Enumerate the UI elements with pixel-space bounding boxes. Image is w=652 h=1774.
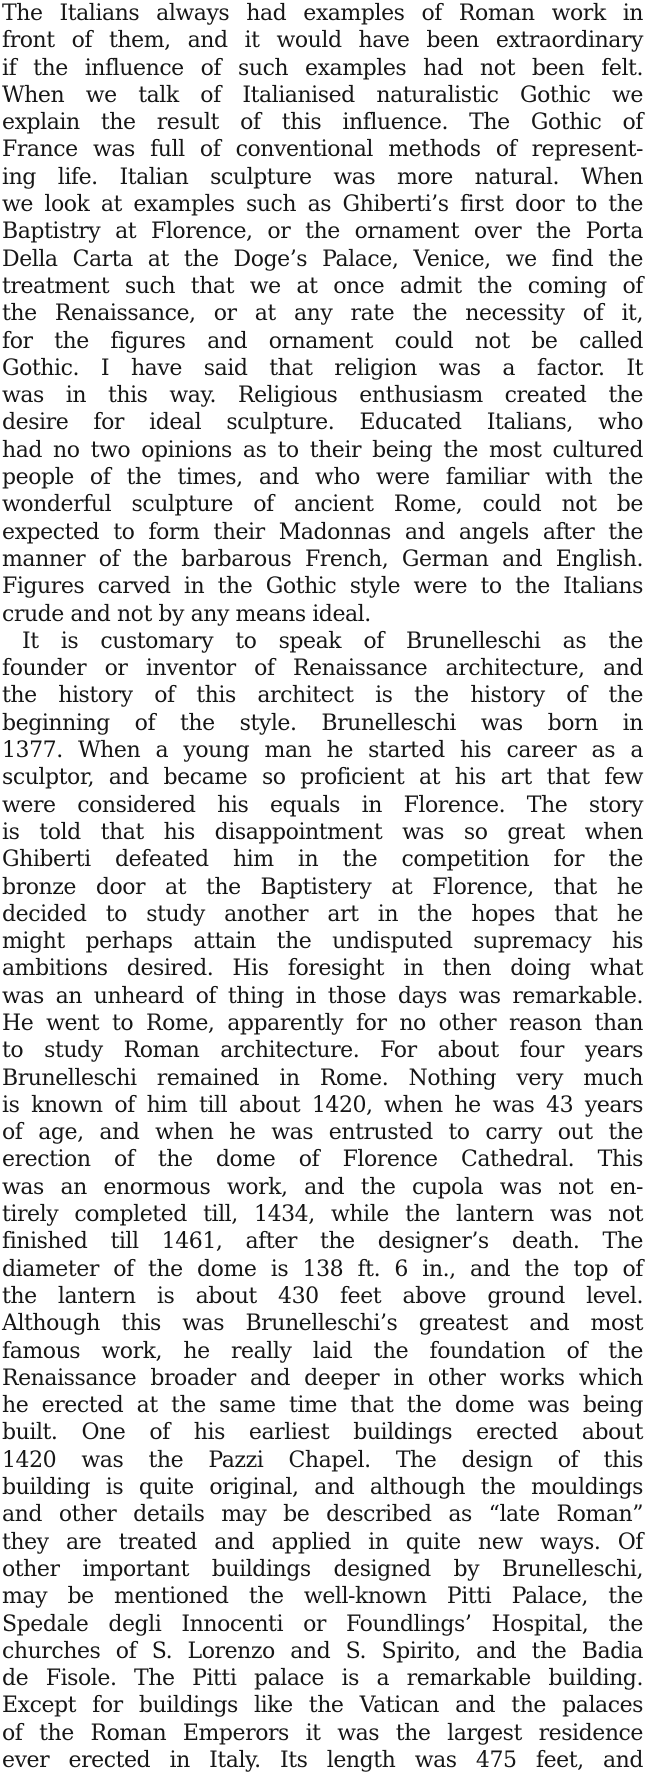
text-line: for the figures and ornament could not be called xyxy=(2,328,643,354)
text-line: Although this was Brunelleschi’s greatest and most xyxy=(2,1311,643,1337)
text-line: was an enormous work, and the cupola was not en- xyxy=(2,1174,643,1200)
text-line: the Renaissance, or at any rate the necessity of it, xyxy=(2,301,643,327)
text-line: desire for ideal sculpture. Educated Italians, who xyxy=(2,410,643,436)
text-line: wonderful sculpture of ancient Rome, could not be xyxy=(2,492,643,518)
text-line: treatment such that we at once admit the coming of xyxy=(2,273,643,299)
text-line: we look at examples such as Ghiberti’s first door to the xyxy=(2,192,643,218)
text-line: people of the times, and who were familiar with the xyxy=(2,465,643,491)
text-line: Renaissance broader and deeper in other works which xyxy=(2,1365,643,1391)
text-line: 1377. When a young man he started his career as a xyxy=(2,738,643,764)
text-line: crude and not by any means ideal. xyxy=(2,601,371,627)
text-line: diameter of the dome is 138 ft. 6 in., and the top of xyxy=(2,1256,643,1282)
text-line: the history of this architect is the history of the xyxy=(2,683,643,709)
text-line: The Italians always had examples of Roman work in xyxy=(2,1,643,26)
text-line: de Fisole. The Pitti palace is a remarkable building. xyxy=(2,1666,643,1692)
text-line: decided to study another art in the hopes that he xyxy=(2,901,643,927)
text-line: France was full of conventional methods of represent- xyxy=(2,137,643,163)
text-line: Figures carved in the Gothic style were to the Italians xyxy=(2,574,643,600)
text-line: sculptor, and became so proficient at his art that few xyxy=(2,765,643,791)
text-line: other important buildings designed by Brunelleschi, xyxy=(2,1556,643,1582)
text-line: When we talk of Italianised naturalistic Gothic we xyxy=(2,82,643,108)
text-line: they are treated and applied in quite new ways. Of xyxy=(2,1529,643,1555)
paragraph-1 xyxy=(2,0,643,628)
text-line: building is quite original, and although the mouldings xyxy=(2,1475,643,1501)
text-line: Except for buildings like the Vatican and the palaces xyxy=(2,1693,643,1719)
text-line: built. One of his earliest buildings erected about xyxy=(2,1420,643,1446)
text-line: famous work, he really laid the foundation of the xyxy=(2,1338,643,1364)
text-line: might perhaps attain the undisputed supremacy his xyxy=(2,929,643,955)
text-line: ever erected in Italy. Its length was 475 feet, and xyxy=(2,1748,643,1773)
text-line: if the influence of such examples had not been felt. xyxy=(2,55,643,81)
text-line: of age, and when he was entrusted to carry out the xyxy=(2,1120,643,1146)
text-line: tirely completed till, 1434, while the lantern was not xyxy=(2,1202,643,1228)
text-line: Baptistry at Florence, or the ornament over the Porta xyxy=(2,219,643,245)
text-line: Ghiberti defeated him in the competition for the xyxy=(2,847,643,873)
text-line: is told that his disappointment was so great when xyxy=(2,819,643,845)
paragraph-2 xyxy=(2,628,643,1774)
text-line: bronze door at the Baptistery at Florence, that he xyxy=(2,874,643,900)
text-line: was in this way. Religious enthusiasm created the xyxy=(2,383,643,409)
text-line: the lantern is about 430 feet above ground level. xyxy=(2,1283,643,1309)
text-line: manner of the barbarous French, German and English. xyxy=(2,546,643,572)
text-line: and other details may be described as “late Roman” xyxy=(2,1502,643,1528)
text-line: front of them, and it would have been extraordinary xyxy=(2,28,643,54)
text-line: had no two opinions as to their being the most cultured xyxy=(2,437,643,463)
text-line: churches of S. Lorenzo and S. Spirito, and the Badia xyxy=(2,1638,643,1664)
text-line: Brunelleschi remained in Rome. Nothing very much xyxy=(2,1065,643,1091)
text-line: of the Roman Emperors it was the largest residence xyxy=(2,1720,643,1746)
text-line: to study Roman architecture. For about four years xyxy=(2,1038,643,1064)
text-line: Della Carta at the Doge’s Palace, Venice, we find the xyxy=(2,246,643,272)
text-line: Gothic. I have said that religion was a factor. It xyxy=(2,355,643,381)
text-line: ambitions desired. His foresight in then doing what xyxy=(2,956,643,982)
text-line: were considered his equals in Florence. The story xyxy=(2,792,643,818)
text-line: founder or inventor of Renaissance architecture, and xyxy=(2,656,643,682)
text-line: erection of the dome of Florence Cathedral. This xyxy=(2,1147,643,1173)
text-line: It is customary to speak of Brunelleschi as the xyxy=(22,628,643,654)
text-line: may be mentioned the well-known Pitti Palace, the xyxy=(2,1584,643,1610)
text-line: explain the result of this influence. The Gothic of xyxy=(2,110,643,136)
text-line: beginning of the style. Brunelleschi was born in xyxy=(2,710,643,736)
text-line: 1420 was the Pazzi Chapel. The design of this xyxy=(2,1447,643,1473)
text-line: He went to Rome, apparently for no other reason than xyxy=(2,1010,643,1036)
text-line: expected to form their Madonnas and angels after the xyxy=(2,519,643,545)
text-line: is known of him till about 1420, when he was 43 years xyxy=(2,1092,643,1118)
text-line: finished till 1461, after the designer’s death. The xyxy=(2,1229,643,1255)
text-line: ing life. Italian sculpture was more natural. When xyxy=(2,164,643,190)
text-line: was an unheard of thing in those days was remarkable. xyxy=(2,983,643,1009)
text-line: he erected at the same time that the dome was being xyxy=(2,1393,643,1419)
text-line: Spedale degli Innocenti or Foundlings’ Hospital, the xyxy=(2,1611,643,1637)
